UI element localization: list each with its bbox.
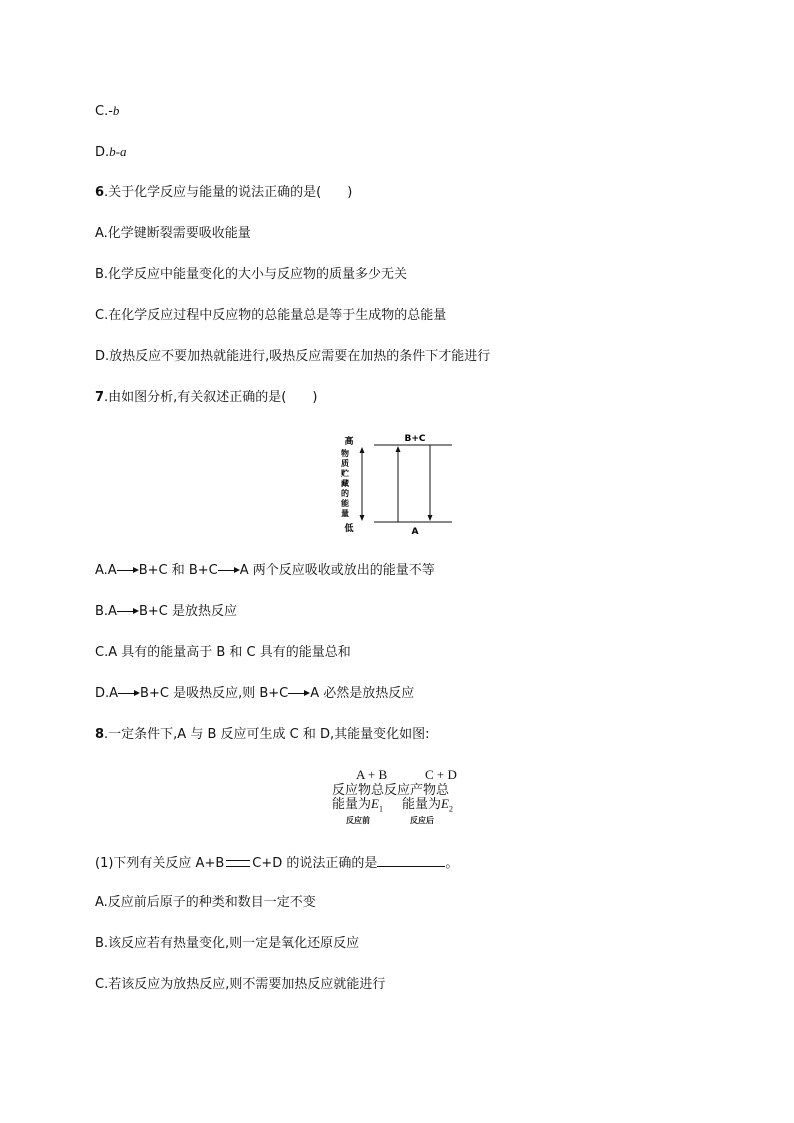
question-6-option-b: B.化学反应中能量变化的大小与反应物的质量多少无关 xyxy=(95,267,408,282)
axis-label xyxy=(341,448,349,518)
axis-char: 量 xyxy=(341,509,349,518)
reaction-arrow-icon xyxy=(117,566,139,575)
question-6-option-d: D.放热反应不要加热就能进行,吸热反应需要在加热的条件下才能进行 xyxy=(95,349,491,364)
question-6-option-c: C.在化学反应过程中反应物的总能量总是等于生成物的总能量 xyxy=(95,308,447,323)
product-energy-value: 能量为$E_2$ xyxy=(402,796,453,814)
question-7-option-b: B.A B+C 是放热反应 xyxy=(95,604,237,619)
down-arrow-head xyxy=(428,515,433,521)
question-7-option-d: D.A B+C 是吸热反应,则 B+C A 必然是放热反应 xyxy=(95,686,415,701)
after-caption: 反应后 xyxy=(410,816,434,825)
question-6-stem: 6.关于化学反应与能量的说法正确的是( ) xyxy=(95,185,353,200)
question-8-option-b: B.该反应若有热量变化,则一定是氧化还原反应 xyxy=(95,936,360,951)
option-d-prev: D.b-a xyxy=(95,144,127,160)
axis-arrow-down xyxy=(360,515,365,521)
before-caption: 反应前 xyxy=(346,816,370,825)
reaction-energy-figure xyxy=(330,765,470,827)
products-label: C + D xyxy=(425,767,457,782)
question-8-stem: 8.一定条件下,A 与 B 反应可生成 C 和 D,其能量变化如图: xyxy=(95,727,430,742)
axis-char: 藏 xyxy=(341,479,349,488)
reaction-arrow-icon xyxy=(218,566,240,575)
axis-arrow-up xyxy=(360,447,365,453)
question-8-sub-1: (1)下列有关反应 A+B C+D 的说法正确的是 。 xyxy=(95,856,459,871)
equals-sign-icon xyxy=(226,860,250,867)
reaction-arrow-icon xyxy=(288,689,310,698)
question-6-option-a: A.化学键断裂需要吸收能量 xyxy=(95,226,251,241)
level-a-label: A xyxy=(411,527,419,537)
question-7-option-a: A.A B+C 和 B+C A 两个反应吸收或放出的能量不等 xyxy=(95,563,435,578)
reaction-text: 反应 xyxy=(384,782,411,797)
reaction-arrow-icon xyxy=(117,607,139,616)
reactants-label: A + B xyxy=(356,767,388,782)
axis-char: 能 xyxy=(341,499,349,508)
reactant-energy-value: 能量为$E_1$ xyxy=(332,796,383,814)
low-label: 低 xyxy=(344,524,354,534)
high-label: 高 xyxy=(344,437,354,447)
product-energy-text: 产物总 xyxy=(410,782,450,797)
axis-char: 物 xyxy=(341,449,349,458)
axis-char: 质 xyxy=(341,459,349,468)
up-arrow-head xyxy=(396,446,401,452)
question-8-option-c: C.若该反应为放热反应,则不需要加热反应就能进行 xyxy=(95,977,386,992)
axis-char: 的 xyxy=(341,489,349,498)
question-8-option-a: A.反应前后原子的种类和数目一定不变 xyxy=(95,895,316,910)
reaction-arrow-icon xyxy=(118,689,140,698)
question-7-option-c: C.A 具有的能量高于 B 和 C 具有的能量总和 xyxy=(95,645,351,660)
energy-level-diagram xyxy=(335,430,460,540)
question-7-stem: 7.由如图分析,有关叙述正确的是( ) xyxy=(95,390,318,405)
answer-blank[interactable] xyxy=(377,854,445,867)
option-c-prev: C.-b xyxy=(95,103,120,119)
axis-char: 贮 xyxy=(341,469,349,478)
reactant-energy-text: 反应物总 xyxy=(332,782,385,797)
level-bc-label: B+C xyxy=(404,434,426,444)
